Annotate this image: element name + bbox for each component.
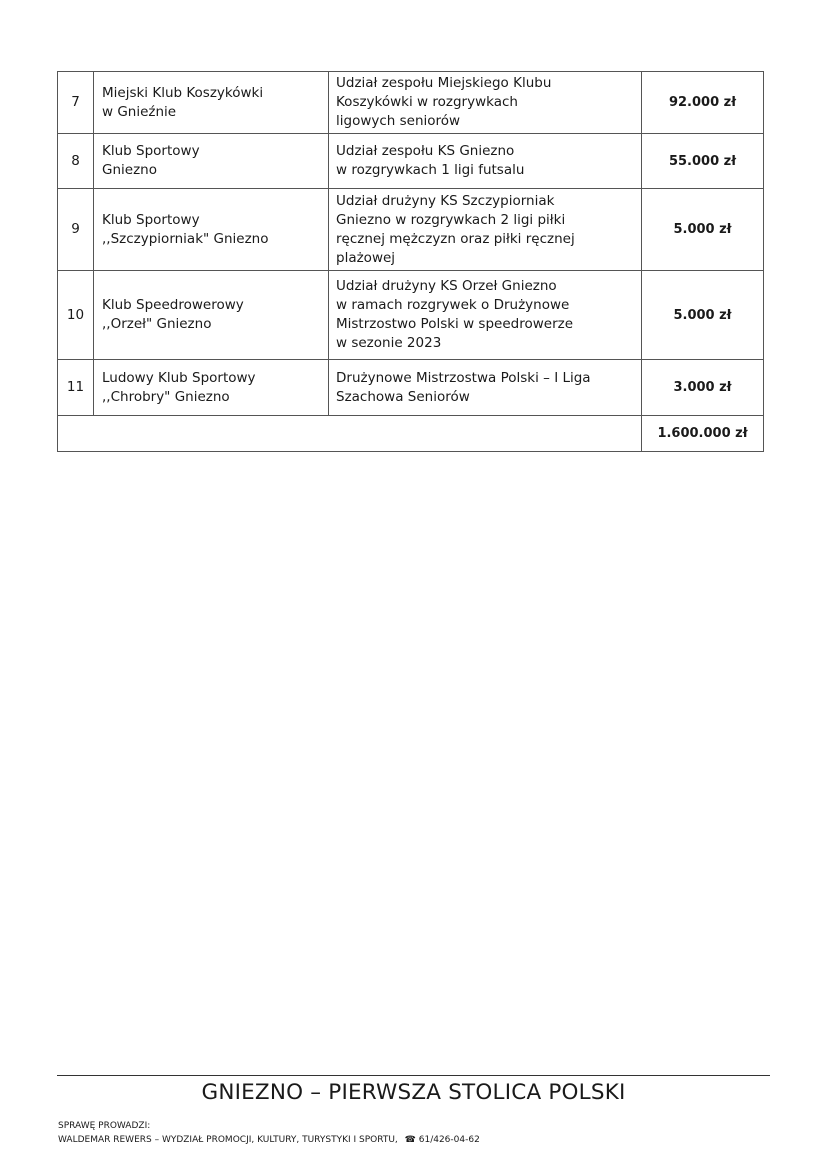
row-number: 7: [58, 72, 94, 134]
club-name: Miejski Klub Koszykówki w Gnieźnie: [94, 72, 329, 134]
grant-purpose: Udział zespołu Miejskiego Klubu Koszykówki w rozgrywkach ligowych seniorów: [329, 72, 642, 134]
club-name: Ludowy Klub Sportowy ,,Chrobry" Gniezno: [94, 360, 329, 416]
telephone-icon: ☎: [404, 1135, 416, 1145]
grant-purpose: Udział zespołu KS Gniezno w rozgrywkach 1 ligi futsalu: [329, 134, 642, 189]
grant-purpose: Udział drużyny KS Orzeł Gniezno w ramach rozgrywek o Drużynowe Mistrzostwo Polski w speedrowerze w sezonie 2023: [329, 271, 642, 360]
total-row: [58, 416, 764, 452]
grant-amount: 3.000 zł: [642, 360, 764, 416]
row-number: 8: [58, 134, 94, 189]
grant-amount: 55.000 zł: [642, 134, 764, 189]
table-row: [58, 360, 764, 416]
table-row: [58, 134, 764, 189]
city-motto: GNIEZNO – PIERWSZA STOLICA POLSKI: [201, 1080, 626, 1105]
responsible-person: WALDEMAR REWERS – WYDZIAŁ PROMOCJI, KULTURY, TURYSTYKI I SPORTU,: [58, 1135, 398, 1145]
table-row: [58, 189, 764, 271]
club-name: Klub Sportowy Gniezno: [94, 134, 329, 189]
phone-number: 61/426-04-62: [418, 1135, 480, 1145]
table-row: [58, 72, 764, 134]
table-row: [58, 271, 764, 360]
grant-purpose: Udział drużyny KS Szczypiorniak Gniezno w rozgrywkach 2 ligi piłki ręcznej mężczyzn oraz piłki ręcznej plażowej: [329, 189, 642, 271]
row-number: 11: [58, 360, 94, 416]
grant-amount: 5.000 zł: [642, 271, 764, 360]
total-label-cell: [58, 416, 642, 452]
responsible-label: SPRAWĘ PROWADZI:: [58, 1121, 151, 1131]
total-amount: 1.600.000 zł: [642, 416, 764, 452]
row-number: 9: [58, 189, 94, 271]
grant-purpose: Drużynowe Mistrzostwa Polski – I Liga Szachowa Seniorów: [329, 360, 642, 416]
row-number: 10: [58, 271, 94, 360]
footer-divider: [57, 1075, 770, 1076]
club-name: Klub Speedrowerowy ,,Orzeł" Gniezno: [94, 271, 329, 360]
grant-amount: 92.000 zł: [642, 72, 764, 134]
club-name: Klub Sportowy ,,Szczypiorniak" Gniezno: [94, 189, 329, 271]
responsible-line: [58, 1135, 480, 1145]
grants-table: [57, 71, 764, 452]
grant-amount: 5.000 zł: [642, 189, 764, 271]
